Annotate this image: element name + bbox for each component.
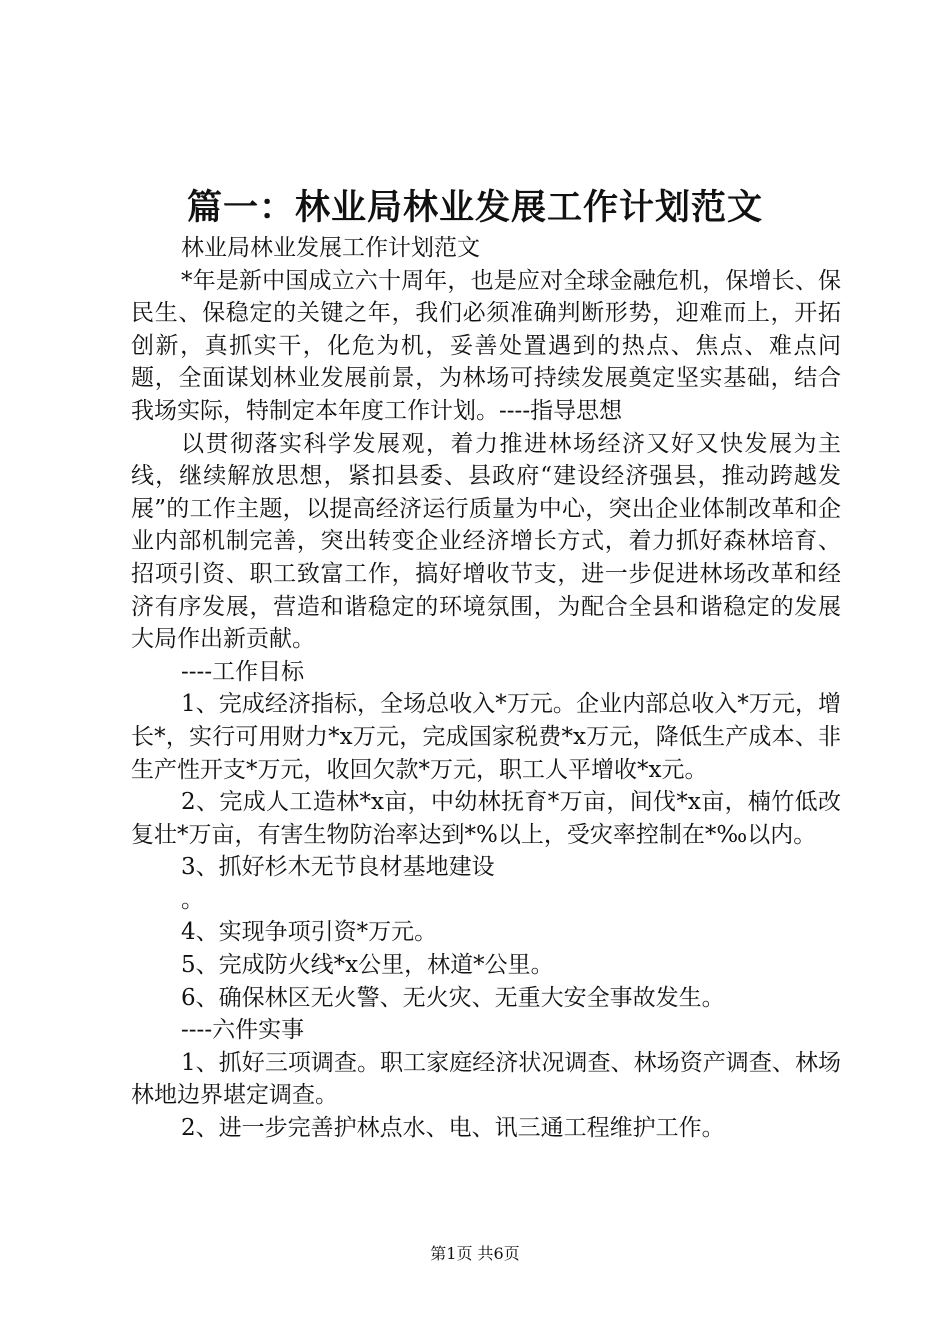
paragraph-goal-6: 6、确保林区无火警、无火灾、无重大安全事故发生。 <box>181 984 725 1011</box>
paragraph-goal-5: 5、完成防火线*x公里，林道*公里。 <box>181 952 554 979</box>
paragraph-task-1: 1、抓好三项调查。职工家庭经济状况调查、林场资产调查、林场林地边界堪定调查。 <box>131 1049 841 1109</box>
paragraph-goal-3-cont: 。 <box>181 886 204 913</box>
document-body <box>131 232 841 1145</box>
page-number-footer: 第1页 共6页 <box>430 1244 520 1263</box>
paragraph-goal-3: 3、抓好杉木无节良材基地建设 <box>181 854 495 881</box>
document-title: 篇一：林业局林业发展工作计划范文 <box>186 188 763 228</box>
paragraph-subtitle: 林业局林业发展工作计划范文 <box>181 235 480 261</box>
paragraph-task-2: 2、进一步完善护林点水、电、讯三通工程维护工作。 <box>181 1115 725 1142</box>
paragraph-goal-2: 2、完成人工造林*x亩，中幼林抚育*万亩，间伐*x亩，楠竹低改复壮*万亩，有害生物防治率达到*%以上，受灾率控制在*‰以内。 <box>131 789 841 848</box>
paragraph-intro: *年是新中国成立六十周年，也是应对全球金融危机，保增长、保民生、保稳定的关键之年，我们必须准确判断形势，迎难而上，开拓创新，真抓实干，化危为机，妥善处置遇到的热点、焦点、难点问题，全面谋划林业发展前景，为林场可持续发展奠定坚实基础，结合我场实际，特制定本年度工作计划。----指导思想 <box>131 267 841 424</box>
section-heading-goals: ----工作目标 <box>181 658 305 685</box>
section-heading-six-tasks: ----六件实事 <box>181 1017 305 1044</box>
paragraph-goal-1: 1、完成经济指标，全场总收入*万元。企业内部总收入*万元，增长*，实行可用财力*x万元，完成国家税费*x万元，降低生产成本、非生产性开支*万元，收回欠款*万元，职工人平增收*x元。 <box>131 691 841 783</box>
paragraph-goal-4: 4、实现争项引资*万元。 <box>181 919 438 946</box>
paragraph-guiding-thought: 以贯彻落实科学发展观，着力推进林场经济又好又快发展为主线，继续解放思想，紧扣县委、县政府“建设经济强县，推动跨越发展”的工作主题，以提高经济运行质量为中心，突出企业体制改革和企业内部机制完善，突出转变企业经济增长方式，着力抓好森林培育、招项引资、职工致富工作，搞好增收节支，进一步促进林场改革和经济有序发展，营造和谐稳定的环境氛围，为配合全县和谐稳定的发展大局作出新贡献。 <box>131 430 841 653</box>
